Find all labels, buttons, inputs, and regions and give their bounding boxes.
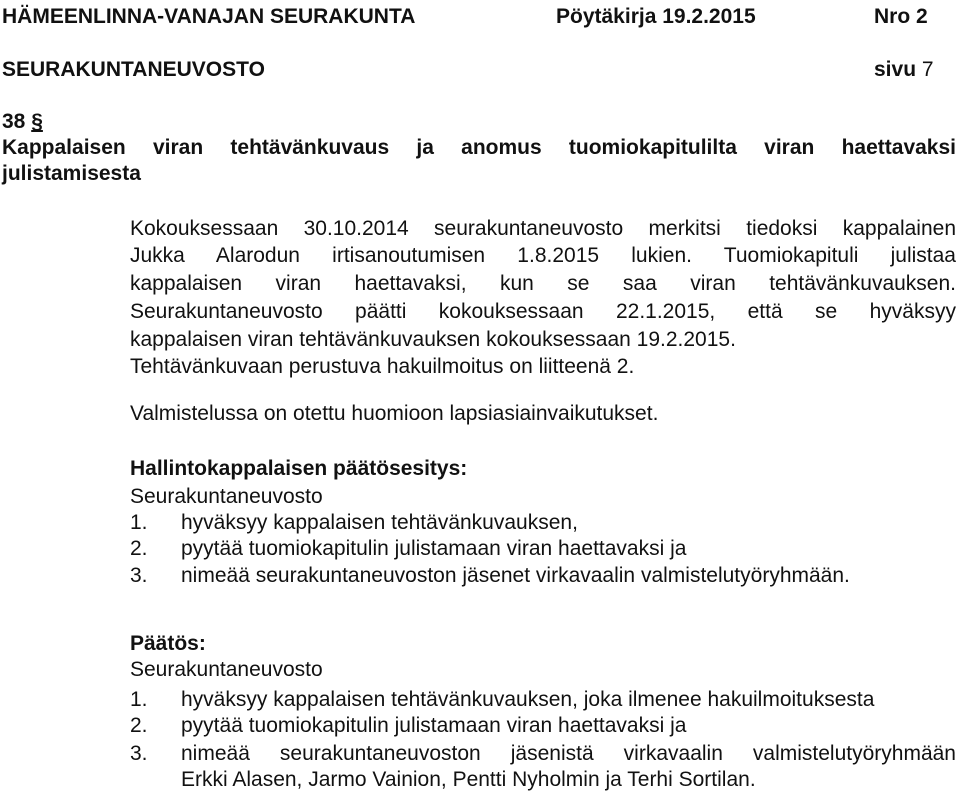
page-indicator	[874, 58, 934, 82]
body-name: SEURAKUNTANEUVOSTO	[2, 58, 265, 81]
document-title: Pöytäkirja 19.2.2015	[556, 5, 756, 28]
body-line: kappalaisen viran haettavaksi, kun se saa viran tehtävänkuvauksen.	[130, 272, 956, 295]
body-note: Valmistelussa on otettu huomioon lapsiasiainvaikutukset.	[130, 402, 659, 425]
section-number-value: 38	[2, 110, 26, 133]
proposal-item-number: 3.	[130, 564, 148, 587]
document-number: Nro 2	[874, 5, 928, 28]
decision-item-number: 3.	[130, 742, 148, 765]
body-line: Seurakuntaneuvosto päätti kokouksessaan 22.1.2015, että se hyväksyy	[130, 300, 956, 323]
org-name: HÄMEENLINNA-VANAJAN SEURAKUNTA	[2, 5, 416, 28]
decision-heading: Päätös:	[130, 632, 206, 655]
proposal-heading: Hallintokappalaisen päätösesitys:	[130, 457, 468, 480]
decision-subject: Seurakuntaneuvosto	[130, 658, 323, 681]
section-title-line-2: julistamisesta	[2, 162, 141, 185]
decision-item-text: hyväksyy kappalaisen tehtävänkuvauksen, joka ilmenee hakuilmoituksesta	[181, 688, 875, 711]
decision-item-continuation: Erkki Alasen, Jarmo Vainion, Pentti Nyholmin ja Terhi Sortilan.	[181, 768, 756, 791]
proposal-item-text: nimeää seurakuntaneuvoston jäsenet virkavaalin valmistelutyöryhmään.	[181, 564, 850, 587]
page-number: 7	[921, 58, 934, 81]
body-line: Tehtävänkuvaan perustuva hakuilmoitus on liitteenä 2.	[130, 355, 635, 378]
decision-item-number: 2.	[130, 714, 148, 737]
section-mark: §	[31, 110, 43, 133]
decision-item-text: nimeää seurakuntaneuvoston jäsenistä virkavaalin valmistelutyöryhmään	[181, 742, 956, 765]
proposal-item-text: pyytää tuomiokapitulin julistamaan viran haettavaksi ja	[181, 537, 687, 560]
page-label: sivu	[874, 58, 917, 81]
section-title-line-1: Kappalaisen viran tehtävänkuvaus ja anomus tuomiokapitulilta viran haettavaksi	[2, 136, 956, 159]
proposal-subject: Seurakuntaneuvosto	[130, 485, 323, 508]
proposal-item-number: 2.	[130, 537, 148, 560]
body-line: Kokouksessaan 30.10.2014 seurakuntaneuvosto merkitsi tiedoksi kappalainen	[130, 217, 956, 240]
section-number	[2, 110, 43, 134]
decision-item-number: 1.	[130, 688, 148, 711]
proposal-item-text: hyväksyy kappalaisen tehtävänkuvauksen,	[181, 511, 578, 534]
body-line: Jukka Alarodun irtisanoutumisen 1.8.2015 lukien. Tuomiokapituli julistaa	[130, 244, 956, 267]
decision-item-text: pyytää tuomiokapitulin julistamaan viran haettavaksi ja	[181, 714, 687, 737]
proposal-item-number: 1.	[130, 511, 148, 534]
body-line: kappalaisen viran tehtävänkuvauksen kokouksessaan 19.2.2015.	[130, 328, 736, 351]
